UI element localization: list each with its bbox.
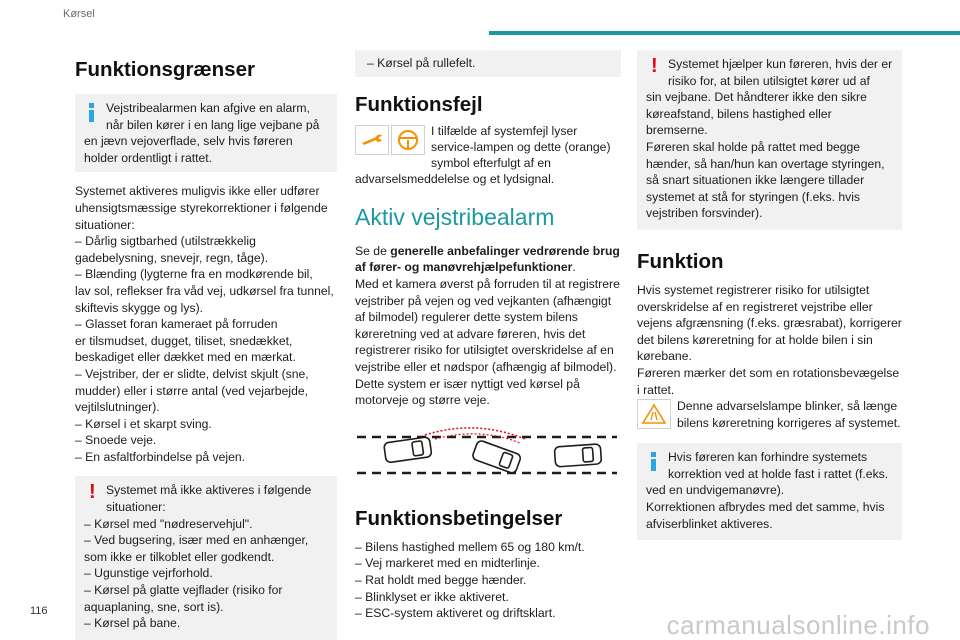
- column-1: [75, 50, 337, 640]
- text-line: Føreren mærker det som en rotationsbevægelse: [637, 365, 900, 380]
- text-line: skiftevis skygge og lys).: [75, 300, 204, 315]
- column-2: [355, 50, 621, 622]
- info-icon: [89, 103, 94, 122]
- list-item: – ESC-system aktiveret og driftsklart.: [355, 606, 556, 621]
- info-box-override: [637, 443, 902, 540]
- text-line: overskridelse af en registreret vejstribe eller: [637, 299, 873, 314]
- text-line: som ikke er tilkoblet eller godkendt.: [84, 549, 275, 564]
- text-span: .: [572, 260, 576, 275]
- service-wrench-icon: [355, 125, 389, 155]
- text-line: køreretning ved at advare føreren, hvis det: [355, 326, 586, 341]
- text-line: uhensigtsmæssige styrekorrektioner i følgende: [75, 200, 328, 215]
- text-line: Føreren skal holde på rattet med begge: [646, 139, 861, 154]
- warning-exclamation-icon: !: [651, 55, 658, 77]
- text-line: vejtilslutninger).: [75, 400, 160, 415]
- text-line: ved en undvigemanøvre).: [646, 483, 785, 498]
- info-icon: [651, 452, 656, 471]
- warning-lead-text: Systemet hjælper kun føreren, hvis der er risiko for, at bilen utilsigtet kører ud af: [668, 57, 893, 88]
- fault-rest-text: symbol efterfulgt af en advarselsmeddelelse og et lydsignal.: [355, 155, 555, 187]
- text-line: – Kørsel på glatte vejflader (risiko for: [84, 583, 283, 598]
- text-line: i rattet.: [637, 382, 675, 397]
- running-header: Kørsel: [63, 8, 95, 20]
- text-line: lav sol, reflekser fra våd vej, udkørsel fra tunnel,: [75, 283, 334, 298]
- text-line: så snart situationen ikke længere tillader: [646, 173, 865, 188]
- steering-lane-icon: [391, 125, 425, 155]
- lamp-text: Denne advarselslampe blinker, så længe bilens køreretning korrigeres af systemet.: [677, 399, 901, 430]
- warning-exclamation-icon: !: [89, 481, 96, 504]
- text-line: – Kørsel på rullefelt.: [367, 56, 476, 70]
- heading-funktion: Funktion: [637, 249, 724, 273]
- text-line: – Dårlig sigtbarhed (utilstrækkelig: [75, 234, 256, 249]
- fault-icon-pair: [355, 125, 425, 155]
- fault-paragraph: [355, 123, 621, 188]
- text-line: kørebane.: [637, 349, 692, 364]
- lane-keeping-illustration: [355, 427, 621, 493]
- continuation-box: [355, 50, 621, 77]
- text-line: gadebelysning, snevejr, regn, tåge).: [75, 250, 269, 265]
- bold-text: generelle anbefalinger vedrørende brug af fører- og manøvrehjælpefunktioner: [355, 243, 620, 275]
- recommendation-line: [355, 243, 621, 276]
- text-line: registrerer risiko for utilsigtet overskridelse af en: [355, 343, 614, 358]
- heading-funktionsfejl: Funktionsfejl: [355, 92, 483, 116]
- lamp-paragraph: [637, 398, 902, 431]
- text-line: vejens afgrænsning (f.eks. græsrabat), korrigerer: [637, 316, 902, 331]
- warning-lead-text: Systemet må ikke aktiveres i følgende situationer:: [106, 483, 312, 515]
- heading-funktionsgraenser: Funktionsgrænser: [75, 58, 255, 81]
- list-item: – Rat holdt med begge hænder.: [355, 572, 527, 587]
- text-line: – Kørsel på bane.: [84, 616, 181, 631]
- text-line: afviserblinket aktiveres.: [646, 516, 773, 531]
- text-line: Korrektionen afbrydes med det samme, hvis: [646, 500, 885, 515]
- active-lane-paragraph: [355, 243, 621, 409]
- function-paragraph: [637, 282, 902, 398]
- info-lead-text: Hvis føreren kan forhindre systemets korrektion ved at holde fast i rattet (f.eks.: [668, 450, 889, 481]
- text-line: Systemet aktiveres muligvis ikke eller udfører: [75, 184, 320, 199]
- text-span: Se de: [355, 243, 391, 258]
- text-line: vejstribe eller et nødspor (afhængig af bilmodel).: [355, 359, 617, 374]
- text-line: beskadiget eller dækket med en mærkat.: [75, 350, 296, 365]
- column-3: [637, 50, 902, 540]
- list-item: – Bilens hastighed mellem 65 og 180 km/t.: [355, 539, 585, 554]
- text-line: sin vejbane. Det håndterer ikke den sikre: [646, 90, 867, 105]
- text-line: mudder) eller i større antal (ved vejarbejde,: [75, 383, 309, 398]
- limitations-list: [75, 183, 337, 465]
- text-line: situationer:: [75, 217, 135, 232]
- text-line: Med et kamera øverst på forruden til at registrere: [355, 276, 620, 291]
- warning-box-driver-responsibility: [637, 50, 902, 230]
- list-item: – Vej markeret med en midterlinje.: [355, 556, 540, 571]
- page-number: 116: [30, 605, 48, 617]
- fault-lead-text: I tilfælde af systemfejl lyser service-lampen og dette (orange): [431, 123, 611, 155]
- header-accent-bar: [489, 31, 960, 35]
- text-line: Hvis systemet registrerer risiko for utilsigtet: [637, 282, 870, 297]
- text-line: – Snoede veje.: [75, 433, 157, 448]
- conditions-list: [355, 539, 621, 622]
- info-rest-text: en jævn vejoverflade, selv hvis føreren holder ordentligt i rattet.: [84, 134, 293, 165]
- text-line: af bilmodel) regulerer dette system bilens: [355, 310, 578, 325]
- text-line: – Ved bugsering, især med en anhænger,: [84, 533, 309, 548]
- info-lead-text: Vejstribealarmen kan afgive en alarm, når bilen kører i en lang lige vejbane på: [106, 101, 320, 132]
- watermark: carmanualsonline.info: [666, 610, 930, 640]
- text-line: køreafstand, bilens hastighed eller: [646, 106, 832, 121]
- text-line: Dette system er især nyttigt ved kørsel på: [355, 376, 580, 391]
- text-line: det bilens køreretning for at holde bilen i sin: [637, 332, 873, 347]
- text-line: – Kørsel i et skarpt sving.: [75, 416, 212, 431]
- text-line: aquaplaning, sne, sort is).: [84, 599, 224, 614]
- text-line: – Glasset foran kameraet på forruden: [75, 317, 278, 332]
- text-line: hænder, så han/hun kan overtage styringen,: [646, 156, 885, 171]
- heading-aktiv-vejstribealarm: Aktiv vejstribealarm: [355, 203, 555, 230]
- heading-funktionsbetingelser: Funktionsbetingelser: [355, 506, 563, 530]
- text-line: – Blænding (lygterne fra en modkørende bil,: [75, 267, 313, 282]
- text-line: – Ugunstige vejrforhold.: [84, 566, 213, 581]
- text-line: systemet at stå for styringen (f.eks. hvis: [646, 189, 861, 204]
- lane-departure-lamp-icon: [637, 399, 671, 429]
- text-line: bremserne.: [646, 123, 708, 138]
- list-item: – Blinklyset er ikke aktiveret.: [355, 589, 509, 604]
- text-line: er tilsmudset, dugget, tiliset, snedækket,: [75, 333, 293, 348]
- text-line: motorveje og større veje.: [355, 393, 490, 408]
- info-box-limitations: [75, 94, 337, 172]
- text-line: – Vejstriber, der er slidte, delvist skjult (sne,: [75, 366, 309, 381]
- text-line: vejstriber på vejen og ved vejkanten (afhængigt: [355, 293, 612, 308]
- text-line: vejstriben forsvinder).: [646, 206, 763, 221]
- text-line: – Kørsel med "nødreservehjul".: [84, 516, 253, 531]
- warning-box-do-not-activate: [75, 476, 337, 639]
- text-line: – En asfaltforbindelse på vejen.: [75, 449, 246, 464]
